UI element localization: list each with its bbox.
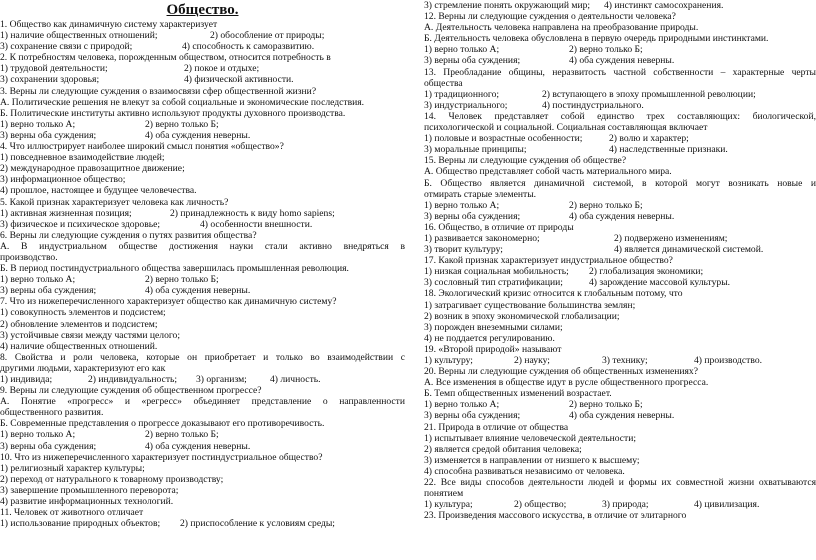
text-line: А. В индустриальном обществе достижения науки стали активно внедряться в [0, 240, 405, 252]
text-line: 11. Человек от животного отличает [0, 507, 144, 519]
answer-option: 4) зарождение массовой культуры. [589, 277, 731, 289]
text-line: 23. Произведения массового искусства, в отличие от элитарного [424, 510, 687, 522]
answer-option: 1) верно только А; [424, 399, 500, 411]
text-line: Б. Темп общественных изменений возрастает. [424, 388, 612, 400]
text-line [424, 233, 816, 244]
text-line: производство. [0, 251, 58, 263]
text-line: 2) обновление элементов и подсистем; [0, 318, 158, 330]
text-line: 18. Экологический кризис относится к глобальным потому, что [424, 288, 683, 300]
answer-option: 4) физической активности. [184, 74, 294, 86]
text-line [424, 399, 816, 410]
answer-option: 3) технику; [602, 355, 648, 366]
answer-option: 4) личность. [270, 374, 321, 385]
text-line: 4) прошлое, настоящее и будущее человечества. [0, 185, 197, 197]
text-line: 3) информационное общество; [0, 174, 126, 186]
answer-option: 1) активная жизненная позиция; [0, 207, 132, 219]
answer-option: 1) традиционного; [424, 88, 500, 100]
text-line: 1) религиозный характер культуры; [0, 462, 145, 474]
text-line: 6. Верны ли следующие суждения о путях развития общества? [0, 229, 257, 241]
answer-option: 4) производство. [694, 355, 763, 366]
answer-option: 2) приспособление к условиям среды; [180, 518, 335, 530]
answer-option: 1) индивида; [0, 374, 53, 385]
answer-option: 1) верно только А; [424, 44, 500, 56]
answer-option: 4) инстинкт самосохранения. [604, 0, 724, 11]
text-line: Б. Современные представления о прогрессе доказывают его противоречивость. [0, 418, 325, 430]
answer-option: 2) верно только Б; [569, 44, 643, 56]
answer-option: 1) верно только А; [0, 429, 76, 441]
answer-option: 3) сословный тип стратификации; [424, 277, 563, 289]
answer-option: 1) верно только А; [0, 118, 76, 130]
answer-option: 3) верны оба суждения; [0, 440, 97, 452]
text-line [0, 63, 405, 74]
answer-option: 3) верны оба суждения; [424, 210, 521, 222]
text-line [0, 518, 405, 529]
answer-option: 2) общество; [514, 499, 567, 511]
answer-option: 2) подвержено изменениям; [614, 232, 728, 244]
answer-option: 1) трудовой деятельности; [0, 63, 108, 75]
answer-option: 2) верно только Б; [145, 429, 219, 441]
left-text-block [0, 19, 405, 529]
text-line: 4. Что иллюстрирует наиболее широкий смысл понятия «общество»? [0, 141, 284, 153]
text-line: 1) испытывает влияние человеческой деятельности; [424, 432, 637, 444]
answer-option: 2) волю и характер; [609, 133, 689, 145]
answer-option: 3) организм; [196, 374, 247, 385]
answer-option: 4) оба суждения неверны. [569, 210, 675, 222]
text-line [0, 41, 405, 52]
text-line: 3. Верны ли следующие суждения о взаимосвязи сфер общественной жизни? [0, 85, 317, 97]
answer-option: 4) оба суждения неверны. [145, 285, 251, 297]
text-line: 4) способна развиваться независимо от человека. [424, 465, 625, 477]
text-line [0, 441, 405, 452]
answer-option: 1) половые и возрастные особенности; [424, 133, 583, 145]
text-line: 1) совокупность элементов и подсистем; [0, 307, 166, 319]
text-line: Б. Политические институты активно используют продукты духовного производства. [0, 107, 346, 119]
answer-option: 2) обособление от природы; [210, 30, 325, 42]
text-line [424, 410, 816, 421]
answer-option: 1) использование природных объектов; [0, 518, 161, 530]
answer-option: 1) развивается закономерно; [424, 232, 540, 244]
text-line [424, 89, 816, 100]
answer-option: 3) индустриального; [424, 99, 508, 111]
answer-option: 2) верно только Б; [145, 118, 219, 130]
page-title: Общество. [166, 2, 239, 18]
text-line: 5. Какой признак характеризует человека как личность? [0, 196, 229, 208]
answer-option: 1) культуру; [424, 355, 473, 366]
text-line: 9. Верны ли следующие суждения об общественном прогрессе? [0, 385, 262, 397]
text-line: 21. Природа в отличие от общества [424, 421, 569, 433]
answer-option: 4) является динамической системой. [614, 244, 764, 256]
answer-option: 3) сохранение связи с природой; [0, 41, 133, 53]
text-line: понятием [424, 488, 464, 500]
answer-option: 3) верны оба суждения; [0, 129, 97, 141]
text-line [0, 219, 405, 230]
text-line [0, 74, 405, 85]
text-line [424, 355, 816, 366]
text-line: 15. Верны ли следующие суждения об обществе? [424, 155, 627, 167]
text-line [424, 499, 816, 510]
answer-option: 4) оба суждения неверны. [145, 129, 251, 141]
text-line: 7. Что из нижеперечисленного характеризует общество как динамичную систему? [0, 296, 337, 308]
answer-option: 1) верно только А; [424, 199, 500, 211]
text-line: психологической и социальной. Социальная составляющая включает [424, 122, 708, 134]
text-line: 2) возник в эпоху экономической глобализации; [424, 310, 620, 322]
text-line: 10. Что из нижеперечисленного характеризует постиндустриальное общество? [0, 451, 323, 463]
answer-option: 2) принадлежность к виду homo sapiens; [170, 207, 335, 219]
answer-option: 3) стремление понять окружающий мир; [424, 0, 591, 11]
text-line: 22. Все виды способов деятельности людей и формы их совместной жизни охватываются [424, 477, 816, 489]
text-line: 19. «Второй природой» называют [424, 343, 562, 355]
text-line [0, 285, 405, 296]
text-line [424, 0, 816, 11]
answer-option: 2) верно только Б; [569, 399, 643, 411]
text-line: 12. Верны ли следующие суждения о деятельности человека? [424, 11, 676, 23]
answer-option: 1) низкая социальная мобильность; [424, 266, 569, 278]
answer-option: 3) сохранении здоровья; [0, 74, 100, 86]
answer-option: 3) творит культуру; [424, 244, 503, 256]
answer-option: 1) культура; [424, 499, 473, 511]
text-line: Б. Общество является динамичной системой, в которой могут возникать новые и [424, 177, 816, 189]
text-line: 1) затрагивает существование большинства землян; [424, 299, 636, 311]
text-line: Б. В период постиндустриального общества завершилась промышленная революция. [0, 263, 349, 275]
text-line [0, 429, 405, 440]
text-line: А. Деятельность человека направлена на преобразование природы. [424, 22, 699, 34]
text-line: Б. Деятельность человека обусловлена в первую очередь природными инстинктами. [424, 33, 769, 45]
text-line [424, 44, 816, 55]
text-line: 1) повседневное взаимодействие людей; [0, 152, 165, 164]
answer-option: 2) верно только Б; [569, 199, 643, 211]
answer-option: 4) наследственные признаки. [609, 144, 728, 156]
right-text-block [424, 0, 816, 521]
answer-option: 3) верны оба суждения; [424, 55, 521, 67]
text-line: 2) переход от натурального к товарному производству; [0, 473, 224, 485]
answer-option: 4) цивилизация. [694, 499, 760, 511]
text-line [424, 144, 816, 155]
text-line [424, 100, 816, 111]
text-line: общественного развития. [0, 407, 104, 419]
text-line [424, 266, 816, 277]
text-line: 3) изменяется в направлении от низшего к высшему; [424, 454, 640, 466]
text-line: 4) наличие общественных отношений. [0, 340, 158, 352]
text-line: 4) развитие информационных технологий. [0, 496, 174, 508]
text-line [0, 30, 405, 41]
text-line: отмирать старые элементы. [424, 188, 537, 200]
text-line: А. Понятие «прогресс» и «регресс» объединяет представление о направленности [0, 396, 405, 408]
text-line [0, 119, 405, 130]
text-line [424, 211, 816, 222]
answer-option: 4) оба суждения неверны. [569, 410, 675, 422]
text-line: 16. Общество, в отличие от природы [424, 221, 574, 233]
answer-option: 3) верны оба суждения; [424, 410, 521, 422]
text-line: 3) порожден внеземными силами; [424, 321, 563, 333]
answer-option: 1) верно только А; [0, 274, 76, 286]
text-line: 20. Верны ли следующие суждения об общественных изменениях? [424, 366, 698, 378]
text-line: другими людьми, характеризуют его как [0, 362, 166, 374]
answer-option: 4) способность к саморазвитию. [182, 41, 315, 53]
text-line: 2) является средой обитания человека; [424, 443, 582, 455]
answer-option: 4) постиндустриального. [542, 99, 644, 111]
text-line: А. Все изменения в обществе идут в русле общественного прогресса. [424, 377, 709, 389]
text-line [0, 274, 405, 285]
answer-option: 3) физическое и психическое здоровье; [0, 218, 161, 230]
text-line: 14. Человек представляет собой единство трех составляющих: биологической, [424, 110, 816, 122]
text-line [0, 374, 405, 385]
answer-option: 4) оба суждения неверны. [145, 440, 251, 452]
answer-option: 2) вступающего в эпоху промышленной революции; [542, 88, 756, 100]
text-line: А. Политические решения не влекут за собой социальные и экономические последствия. [0, 96, 365, 108]
text-line: 17. Какой признак характеризует индустриальное общество? [424, 255, 673, 267]
answer-option: 3) верны оба суждения; [0, 285, 97, 297]
text-line: А. Общество представляет собой часть материального мира. [424, 166, 672, 178]
answer-option: 4) оба суждения неверны. [569, 55, 675, 67]
answer-option: 2) науку; [514, 355, 550, 366]
right-column [424, 0, 816, 521]
text-line [0, 130, 405, 141]
answer-option: 1) наличие общественных отношений; [0, 30, 158, 42]
text-line [424, 277, 816, 288]
answer-option: 2) верно только Б; [145, 274, 219, 286]
answer-option: 2) глобализация экономики; [589, 266, 704, 278]
text-line [424, 200, 816, 211]
text-line [424, 133, 816, 144]
text-line [424, 244, 816, 255]
text-line: 13. Преобладание общины, неразвитость частной собственности – характерные черты [424, 66, 816, 78]
text-line: 3) устойчивые связи между частями целого; [0, 329, 181, 341]
text-line: 1. Общество как динамичную систему характеризует [0, 19, 218, 30]
answer-option: 2) индивидуальность; [88, 374, 178, 385]
text-line: 3) завершение промышленного переворота; [0, 484, 179, 496]
text-line: 2) международное правозащитное движение; [0, 163, 185, 175]
answer-option: 3) моральные принципы; [424, 144, 527, 156]
text-line: 2. К потребностям человека, порожденным обществом, относится потребность в [0, 52, 331, 64]
text-line: 8. Свойства и роли человека, которые он приобретает и только во взаимодействии с [0, 351, 405, 363]
text-line [0, 208, 405, 219]
text-line: общества [424, 77, 463, 89]
text-line [424, 55, 816, 66]
left-column [0, 0, 405, 529]
answer-option: 2) покое и отдыхе; [184, 63, 260, 75]
answer-option: 4) особенности внешности. [200, 218, 313, 230]
answer-option: 3) природа; [602, 499, 649, 511]
text-line: 4) не поддается регулированию. [424, 332, 555, 344]
